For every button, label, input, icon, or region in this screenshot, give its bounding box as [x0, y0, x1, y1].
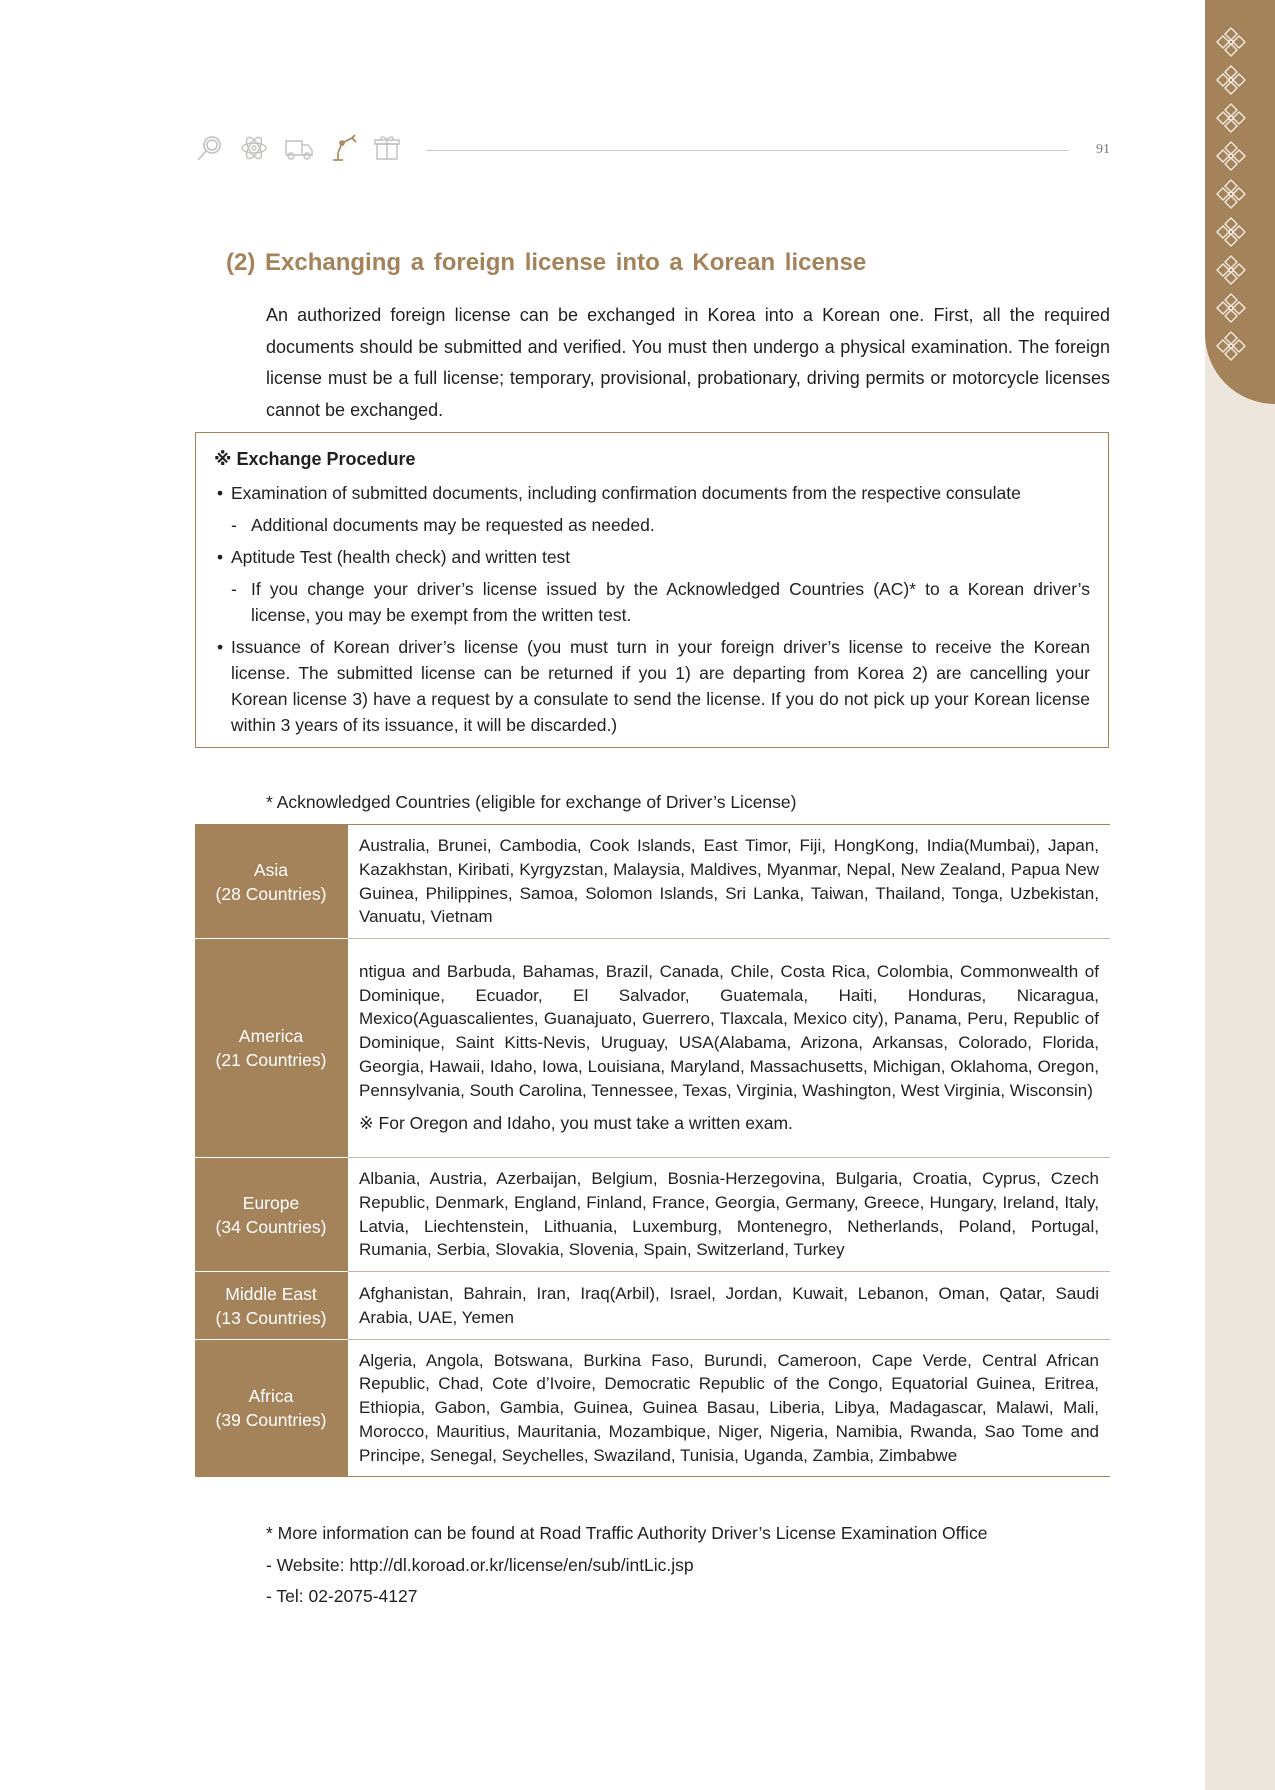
region-name: Middle East	[225, 1283, 317, 1304]
country-list: Albania, Austria, Azerbaijan, Belgium, Bosnia-Herzegovina, Bulgaria, Croatia, Cyprus, Czech Republic, Denmark, England, Finland, France, Georgia, Germany, Greece, Hungary, Ireland, Italy, Latvia, Liechtenstein, Lithuania, Luxemburg, Montenegro, Netherlands, Poland, Portugal, Rumania, Serbia, Slovakia, Slovenia, Spain, Switzerland, Turkey	[348, 1158, 1111, 1272]
side-ornaments	[1215, 26, 1247, 368]
page-number: 91	[1096, 142, 1110, 157]
table-note: * Acknowledged Countries (eligible for exchange of Driver’s License)	[266, 792, 797, 812]
region-cell	[195, 939, 348, 1158]
country-list: Afghanistan, Bahrain, Iran, Iraq(Arbil), Israel, Jordan, Kuwait, Lebanon, Oman, Qatar, Saudi Arabia, UAE, Yemen	[348, 1272, 1111, 1340]
region-name: Asia	[253, 859, 289, 880]
country-list: Algeria, Angola, Botswana, Burkina Faso, Burundi, Cameroon, Cape Verde, Central African Republic, Chad, Cote d’Ivoire, Democratic Republic of the Congo, Equatorial Guinea, Eritrea, Ethiopia, Gabon, Gambia, Guinea, Guinea Basau, Liberia, Libya, Madagascar, Malawi, Mali, Morocco, Mauritius, Mauritania, Mozambique, Niger, Nigeria, Namibia, Rwanda, Sao Tome and Principe, Senegal, Seychelles, Swaziland, Tunisia, Uganda, Zambia, Zimbabwe	[348, 1340, 1111, 1477]
table-row	[195, 1272, 1110, 1340]
table-row	[195, 1158, 1110, 1272]
acknowledged-countries-table	[195, 824, 1110, 1477]
more-info-note: * More information can be found at Road Traffic Authority Driver’s License Examination Office	[266, 1523, 988, 1543]
country-list: ntigua and Barbuda, Bahamas, Brazil, Canada, Chile, Costa Rica, Colombia, Commonwealth of Dominique, Ecuador, El Salvador, Guatemala, Haiti, Honduras, Nicaragua, Mexico(Aguascalientes, Guanajuato, Guerrero, Tlaxcala, Mexico city), Panama, Peru, Republic of Dominique, Saint Kitts-Nevis, Uruguay, USA(Alabama, Arizona, Arkansas, Colorado, Florida, Georgia, Hawaii, Idaho, Iowa, Louisiana, Maryland, Massachusetts, Michigan, Oklahoma, Oregon, Pennsylvania, South Carolina, Tennessee, Texas, Virginia, Washington, West Virginia, Wisconsin)	[359, 962, 1099, 1100]
procedure-item-text: Aptitude Test (health check) and written test	[231, 547, 571, 567]
procedure-item	[214, 480, 1090, 506]
robot-arm-icon	[329, 133, 359, 163]
ornament-icon	[1215, 26, 1247, 58]
procedure-title: ※ Exchange Procedure	[214, 449, 416, 469]
ornament-icon	[1215, 140, 1247, 172]
region-name: Europe	[242, 1192, 300, 1213]
exchange-procedure-box	[195, 432, 1109, 748]
region-count: (21 Countries)	[215, 1050, 327, 1070]
region-name: America	[238, 1026, 304, 1046]
bullet-icon: •	[217, 637, 224, 657]
tel-note: - Tel: 02-2075-4127	[266, 1586, 418, 1606]
dash-icon: -	[231, 579, 237, 599]
procedure-subitem-text: Additional documents may be requested as needed.	[251, 515, 655, 535]
procedure-item	[214, 634, 1090, 738]
procedure-subitem	[214, 512, 1090, 538]
procedure-item-text: Issuance of Korean driver’s license (you must turn in your foreign driver’s license to receive the Korean license. The submitted license can be returned if you 1) are departing from Korea 2) are cancelling your Korean license 3) have a request by a consulate to send the license. If you do not pick up your Korean license within 3 years of its issuance, it will be discarded.)	[231, 637, 1090, 735]
region-count: (13 Countries)	[215, 1307, 327, 1328]
bullet-icon: •	[217, 483, 224, 503]
footer-notes	[266, 1518, 987, 1613]
country-list-cell	[348, 939, 1111, 1158]
gift-box-icon	[373, 133, 401, 163]
procedure-item-text: Examination of submitted documents, including confirmation documents from the respective consulate	[231, 483, 1021, 503]
ornament-icon	[1215, 102, 1247, 134]
ornament-icon	[1215, 254, 1247, 286]
region-cell	[195, 825, 348, 939]
intro-paragraph: An authorized foreign license can be exchanged in Korea into a Korean one. First, all the required documents should be submitted and verified. You must then undergo a physical examination. The foreign license must be a full license; temporary, provisional, probationary, driving permits or motorcycle licenses cannot be exchanged.	[266, 305, 1110, 420]
region-count: (39 Countries)	[215, 1410, 327, 1430]
dash-icon: -	[231, 515, 237, 535]
region-count: (28 Countries)	[215, 883, 327, 904]
region-note: ※ For Oregon and Idaho, you must take a written exam.	[359, 1113, 793, 1134]
ornament-icon	[1215, 64, 1247, 96]
header-icons	[195, 133, 401, 163]
region-name: Africa	[248, 1386, 294, 1406]
atom-icon	[239, 133, 269, 163]
bullet-icon: •	[217, 547, 224, 567]
table-row	[195, 825, 1110, 939]
table-row	[195, 939, 1110, 1158]
region-cell	[195, 1158, 348, 1272]
website-link[interactable]: - Website: http://dl.koroad.or.kr/license/en/sub/intLic.jsp	[266, 1554, 694, 1575]
header-rule	[426, 150, 1068, 151]
magnifier-icon	[195, 133, 225, 163]
region-cell	[195, 1340, 348, 1477]
ornament-icon	[1215, 330, 1247, 362]
section-title: (2) Exchanging a foreign license into a Korean license	[226, 249, 867, 276]
region-count: (34 Countries)	[215, 1216, 327, 1237]
country-list: Australia, Brunei, Cambodia, Cook Islands, East Timor, Fiji, HongKong, India(Mumbai), Japan, Kazakhstan, Kiribati, Kyrgyzstan, Malaysia, Maldives, Myanmar, Nepal, New Zealand, Papua New Guinea, Philippines, Samoa, Solomon Islands, Sri Lanka, Taiwan, Thailand, Tonga, Uzbekistan, Vanuatu, Vietnam	[348, 825, 1111, 939]
ornament-icon	[1215, 178, 1247, 210]
procedure-subitem	[214, 576, 1090, 628]
procedure-subitem-text: If you change your driver’s license issued by the Acknowledged Countries (AC)* to a Korean driver’s license, you may be exempt from the written test.	[251, 579, 1090, 625]
truck-icon	[283, 133, 315, 163]
region-cell	[195, 1272, 348, 1340]
ornament-icon	[1215, 292, 1247, 324]
table-row	[195, 1340, 1110, 1477]
procedure-item	[214, 544, 1090, 570]
ornament-icon	[1215, 216, 1247, 248]
